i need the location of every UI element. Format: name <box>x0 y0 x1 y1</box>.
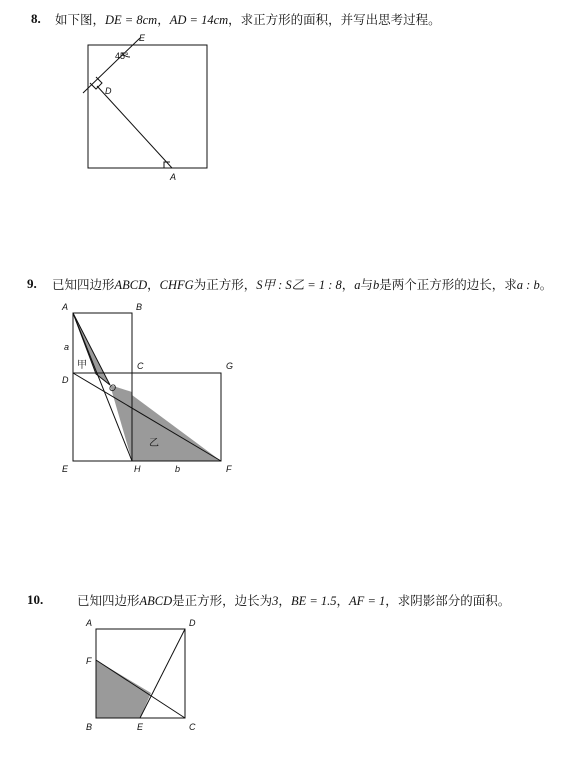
label-b: B <box>86 722 93 732</box>
label-side-b: b <box>175 464 181 474</box>
math-expr: CHFG <box>159 278 194 292</box>
math-expr: DE = 8cm <box>105 13 158 27</box>
problem-number: 8. <box>31 11 41 26</box>
shaded-region <box>96 660 151 718</box>
label-b: B <box>136 302 143 312</box>
text-segment: ，求阴影部分的面积。 <box>385 593 511 608</box>
math-expr: 3 <box>272 594 279 608</box>
text-segment: ， <box>147 277 160 292</box>
label-f: F <box>226 464 232 474</box>
text-segment: ， <box>278 593 291 608</box>
label-a: A <box>86 618 93 628</box>
text-segment: ， <box>336 593 350 608</box>
label-angle: 45° <box>115 51 129 61</box>
text-segment: 与 <box>360 277 374 292</box>
problem-number: 9. <box>27 276 37 291</box>
line-ad <box>97 86 172 168</box>
text-segment: 。 <box>539 277 553 292</box>
shaded-region-yi <box>132 395 221 461</box>
math-expr: AD = 14cm <box>169 13 229 27</box>
text-segment: 如下图， <box>55 12 106 27</box>
label-e: E <box>139 33 146 43</box>
label-d: D <box>62 375 69 385</box>
label-c: C <box>137 361 144 371</box>
text-segment: 是两个正方形的边长，求 <box>379 277 517 292</box>
line-ed <box>140 629 185 718</box>
line-ah <box>73 313 132 461</box>
label-c: C <box>189 722 196 732</box>
label-a: A <box>62 302 69 312</box>
label-o: O <box>109 383 117 393</box>
text-segment: 为正方形， <box>193 277 257 292</box>
label-yi: 乙 <box>149 438 159 449</box>
text-segment: 已知四边形 <box>77 593 140 608</box>
right-angle-marker <box>90 77 102 89</box>
label-a: A <box>170 172 177 182</box>
text-segment: ，求正方形的面积，并写出思考过程。 <box>228 12 441 27</box>
label-f: F <box>86 656 92 666</box>
label-side-a: a <box>64 342 70 352</box>
math-expr: a : b <box>516 278 540 292</box>
text-segment: ， <box>341 277 355 292</box>
text-segment: 已知四边形 <box>52 277 115 292</box>
text-segment: ， <box>157 12 170 27</box>
figure-8 <box>83 38 207 168</box>
label-d: D <box>105 86 112 96</box>
label-d: D <box>189 618 196 628</box>
problem-number: 10. <box>27 592 44 607</box>
figure-9 <box>73 313 221 461</box>
label-e: E <box>62 464 69 474</box>
label-h: H <box>134 464 141 474</box>
label-e: E <box>137 722 144 732</box>
figure-10 <box>96 629 185 718</box>
math-expr: ABCD <box>114 278 148 292</box>
math-expr: AF = 1 <box>349 594 386 608</box>
text-segment: 是正方形，边长为 <box>172 593 273 608</box>
square-outline <box>88 45 207 168</box>
label-g: G <box>226 361 234 371</box>
math-expr: b <box>373 278 380 292</box>
math-expr: a <box>354 278 361 292</box>
math-expr: S甲 : S乙 = 1 : 8 <box>256 278 342 292</box>
math-expr: ABCD <box>139 594 173 608</box>
shaded-region-jia <box>73 313 110 385</box>
math-expr: BE = 1.5 <box>290 594 337 608</box>
label-jia: 甲 <box>77 360 87 371</box>
